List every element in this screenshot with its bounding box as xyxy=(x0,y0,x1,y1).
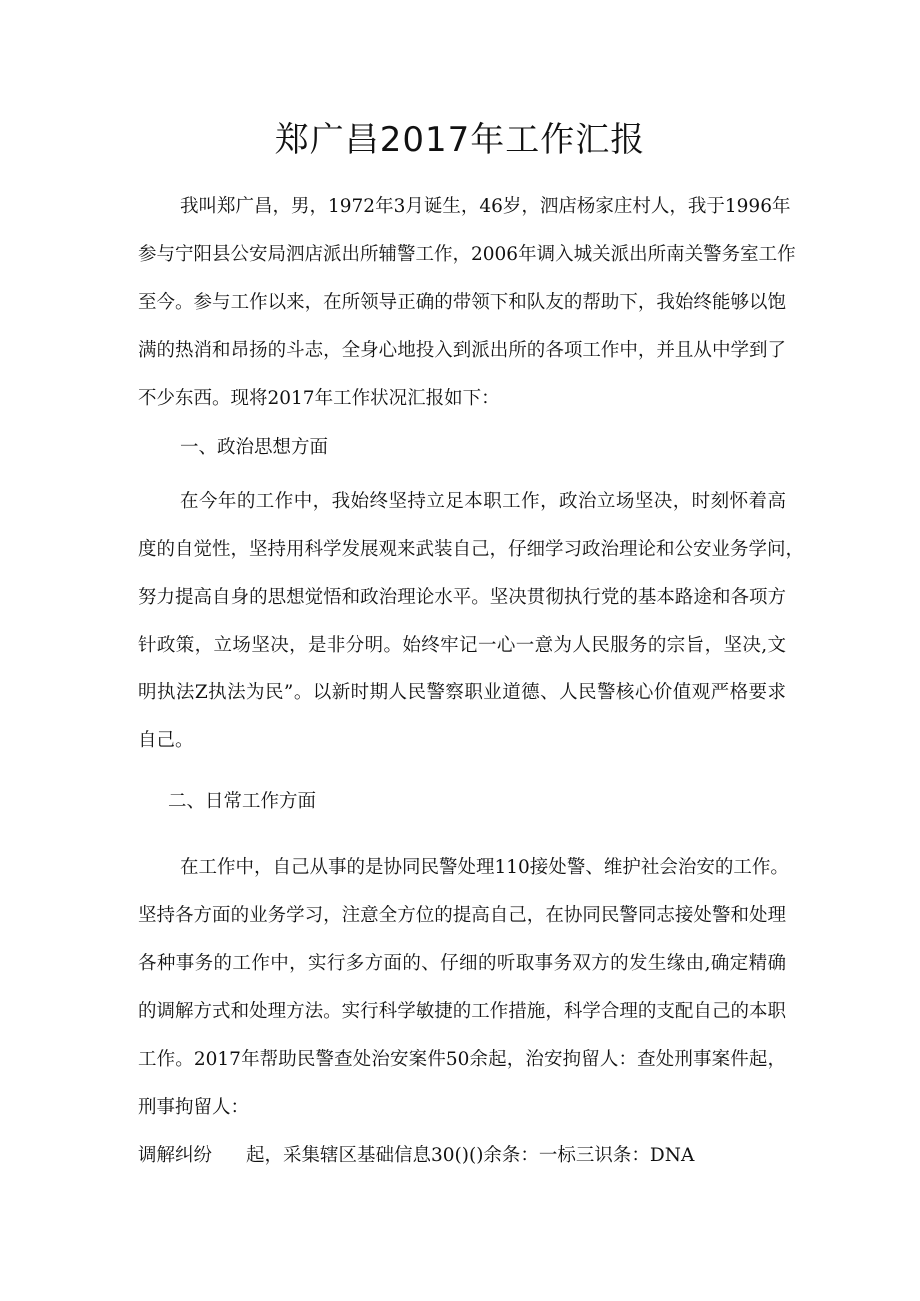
document-title: 郑广昌2017年工作汇报 xyxy=(274,120,646,160)
intro-line-2: 参与宁阳县公安局泗店派出所辅警工作，2006年调入城关派出所南关警务室工作 xyxy=(138,244,796,265)
section-2-line-2: 坚持各方面的业务学习，注意全方位的提高自己，在协同民警同志接处警和处理 xyxy=(138,905,786,926)
intro-line-1: 我叫郑广昌，男，1972年3月诞生，46岁，泗店杨家庄村人，我于1996年 xyxy=(180,196,791,217)
section-1-line-5: 明执法Z执法为民”。以新时期人民警察职业道德、人民警核心价值观严格要求 xyxy=(138,682,786,703)
intro-line-3: 至今。参与工作以来，在所领导正确的带领下和队友的帮助下，我始终能够以饱 xyxy=(138,292,786,313)
section-1-line-3: 努力提高自身的思想觉悟和政治理论水平。坚决贯彻执行党的基本路途和各项方 xyxy=(138,587,786,608)
section-2-line-7 xyxy=(138,1144,786,1168)
section-1-heading: 一、政治思想方面 xyxy=(180,437,329,458)
section-1-line-2: 度的自觉性，坚持用科学发展观来武装自己，仔细学习政治理论和公安业务学问， xyxy=(138,539,805,560)
section-2-line-7-part-b: 起，采集辖区基础信息30()()余条：一标三识条：DNA xyxy=(246,1145,695,1166)
section-2-line-3: 各种事务的工作中，实行多方面的、仔细的听取事务双方的发生缘由,确定精确 xyxy=(138,953,786,974)
intro-line-4: 满的热消和昂扬的斗志，全身心地投入到派出所的各项工作中，并且从中学到了 xyxy=(138,340,786,361)
section-2-line-4: 的调解方式和处理方法。实行科学敏捷的工作措施，科学合理的支配自己的本职 xyxy=(138,1001,786,1022)
section-2-heading: 二、日常工作方面 xyxy=(168,791,317,812)
section-2-line-5: 工作。2017年帮助民警查处治安案件50余起，治安拘留人：查处刑事案件起， xyxy=(138,1049,786,1070)
intro-line-5: 不少东西。现将2017年工作状况汇报如下： xyxy=(138,388,500,409)
section-2-line-1: 在工作中，自己从事的是协同民警处理110接处警、维护社会治安的工作。 xyxy=(180,857,789,878)
section-1-line-6: 自己。 xyxy=(138,730,194,751)
section-2-line-6: 刑事拘留人： xyxy=(138,1097,250,1118)
section-2-line-7-part-a: 调解纠纷 xyxy=(138,1145,213,1166)
section-1-line-1: 在今年的工作中，我始终坚持立足本职工作，政治立场坚决，时刻怀着高 xyxy=(180,491,786,512)
section-1-line-4: 针政策，立场坚决，是非分明。始终牢记一心一意为人民服务的宗旨，坚决,文 xyxy=(138,635,786,656)
